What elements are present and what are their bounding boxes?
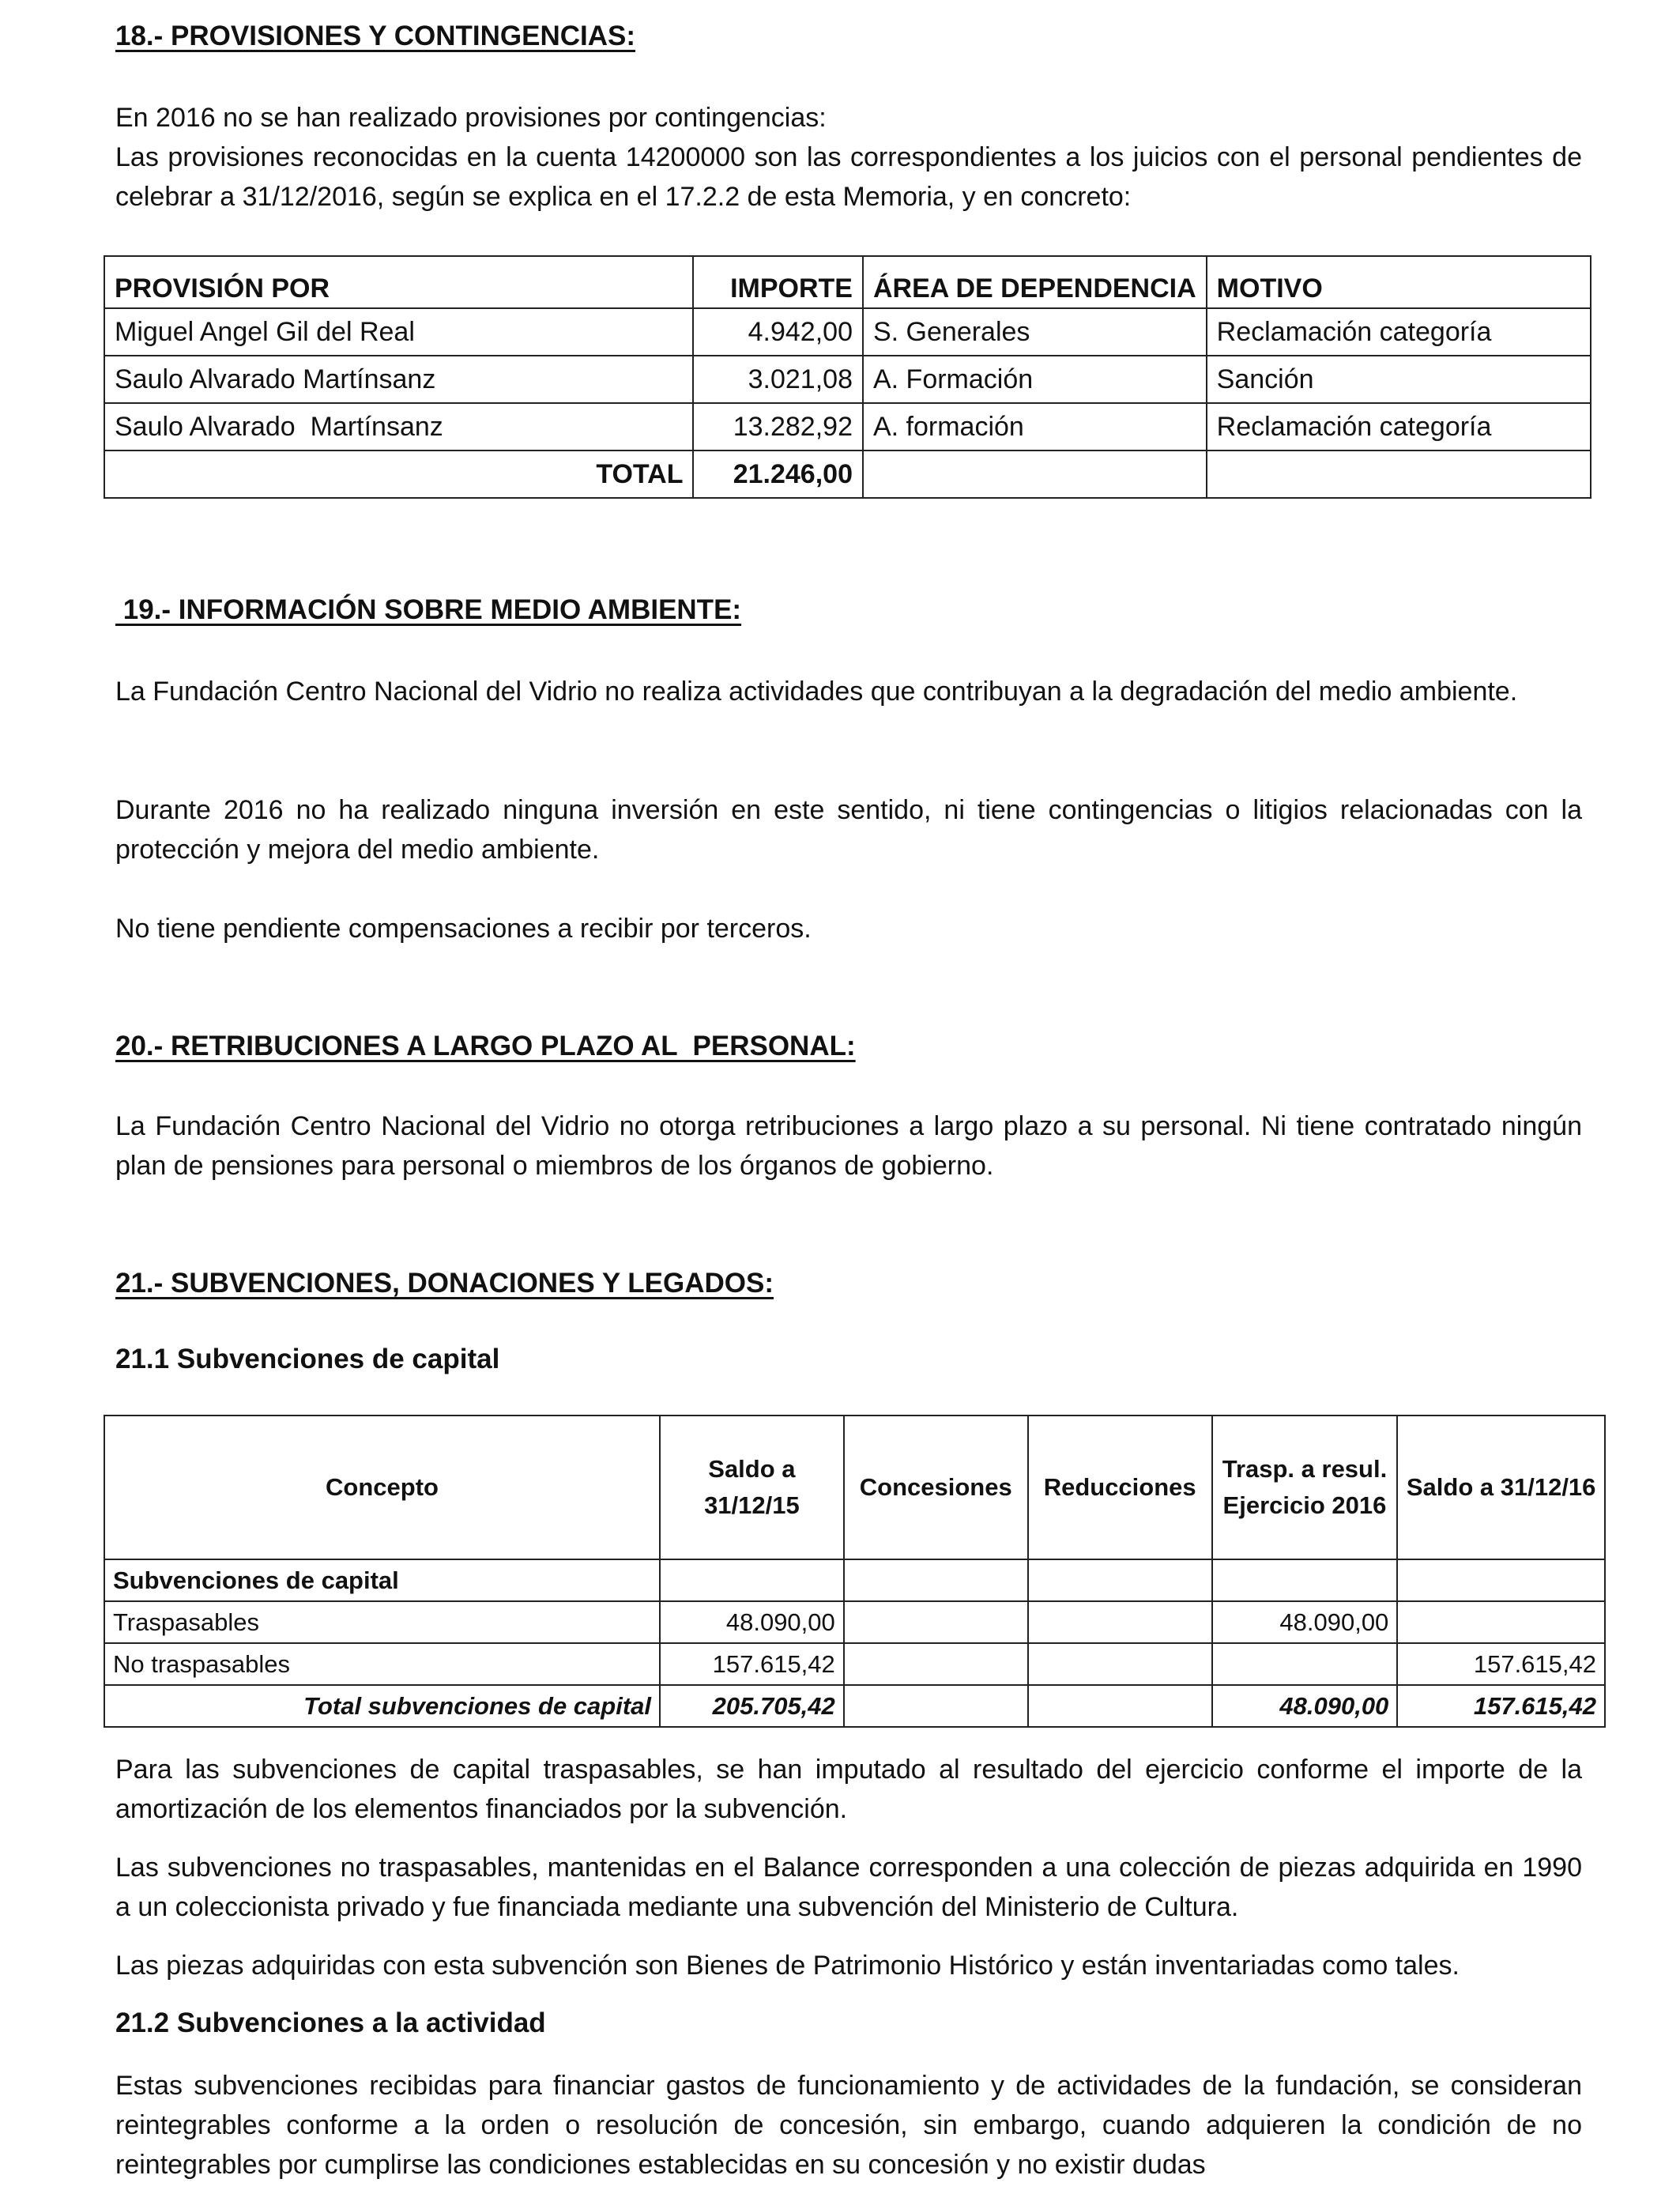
cell-concepto: Traspasables [104, 1601, 660, 1643]
cell-area: S. Generales [863, 308, 1207, 356]
total-traspaso: 48.090,00 [1212, 1685, 1398, 1727]
provisions-table [104, 255, 1591, 499]
empty-cell [844, 1559, 1028, 1601]
col-header-provision: PROVISIÓN POR [104, 256, 693, 308]
cell-concepto: No traspasables [104, 1643, 660, 1685]
provisions-table-header [104, 256, 1591, 308]
col-header-concesiones: Concesiones [844, 1416, 1028, 1559]
table-row [104, 308, 1591, 356]
cell-provision: Saulo Alvarado Martínsanz [104, 403, 693, 450]
cell-saldo-2015: 157.615,42 [660, 1643, 844, 1685]
cell-importe: 4.942,00 [693, 308, 863, 356]
cell-provision: Miguel Angel Gil del Real [104, 308, 693, 356]
cell-area: A. Formación [863, 356, 1207, 403]
section-21-heading: 21.- SUBVENCIONES, DONACIONES Y LEGADOS: [115, 1268, 774, 1299]
col-header-motivo: MOTIVO [1207, 256, 1591, 308]
empty-cell [660, 1559, 844, 1601]
table-row [104, 1601, 1605, 1643]
cell-motivo: Reclamación categoría [1207, 403, 1591, 450]
cell-traspaso: 48.090,00 [1212, 1601, 1398, 1643]
section-18-heading: 18.- PROVISIONES Y CONTINGENCIAS: [115, 21, 636, 51]
total-value: 21.246,00 [693, 450, 863, 498]
section-18-intro-line-1: En 2016 no se han realizado provisiones por contingencias: [115, 103, 827, 133]
section-19-heading: 19.- INFORMACIÓN SOBRE MEDIO AMBIENTE: [115, 594, 742, 625]
group-row [104, 1559, 1605, 1601]
section-20-para-1: La Fundación Centro Nacional del Vidrio no otorga retribuciones a largo plazo a su personal. Ni tiene contratado ningún plan de pensiones para personal o miembros de los órganos de gobierno. [115, 1111, 1582, 1181]
section-19-para-3: No tiene pendiente compensaciones a recibir por terceros. [115, 914, 812, 944]
section-21-para-2: Las subvenciones no traspasables, mantenidas en el Balance corresponden a una colección de piezas adquirida en 1990 a un coleccionista privado y fue financiada mediante una subvención del Ministerio de Cultura. [115, 1853, 1582, 1922]
group-label: Subvenciones de capital [104, 1559, 660, 1601]
col-header-traspaso: Trasp. a resul. Ejercicio 2016 [1212, 1416, 1398, 1559]
section-18-intro-line-2: Las provisiones reconocidas en la cuenta 14200000 son las correspondientes a los juicios con el personal pendientes de celebrar a 31/12/2016, según se explica en el 17.2.2 de esta Memoria, y en concreto: [115, 142, 1582, 212]
table-row [104, 356, 1591, 403]
total-row [104, 450, 1591, 498]
cell-reducciones [1028, 1601, 1212, 1643]
empty-cell [1207, 450, 1591, 498]
total-concesiones [844, 1685, 1028, 1727]
table-row [104, 403, 1591, 450]
cell-concesiones [844, 1643, 1028, 1685]
col-header-importe: IMPORTE [693, 256, 863, 308]
col-header-reducciones: Reducciones [1028, 1416, 1212, 1559]
cell-concesiones [844, 1601, 1028, 1643]
col-header-saldo-2016: Saldo a 31/12/16 [1397, 1416, 1605, 1559]
cell-provision: Saulo Alvarado Martínsanz [104, 356, 693, 403]
cell-motivo: Sanción [1207, 356, 1591, 403]
cell-saldo-2016: 157.615,42 [1397, 1643, 1605, 1685]
cell-motivo: Reclamación categoría [1207, 308, 1591, 356]
col-header-area: ÁREA DE DEPENDENCIA [863, 256, 1207, 308]
col-header-saldo-2015: Saldo a 31/12/15 [660, 1416, 844, 1559]
section-21-para-3: Las piezas adquiridas con esta subvención son Bienes de Patrimonio Histórico y están inventariadas como tales. [115, 1951, 1460, 1981]
section-21-para-4: Estas subvenciones recibidas para financiar gastos de funcionamiento y de actividades de la fundación, se consideran reintegrables conforme a la orden o resolución de concesión, sin embargo, cuando adquieren la condición de no reintegrables por cumplirse las condiciones establecidas en su concesión y no existir dudas [115, 2071, 1582, 2180]
section-20-heading: 20.- RETRIBUCIONES A LARGO PLAZO AL PERSONAL: [115, 1031, 856, 1061]
table-row [104, 1643, 1605, 1685]
capital-subsidies-table [104, 1415, 1606, 1728]
cell-saldo-2016 [1397, 1601, 1605, 1643]
empty-cell [1028, 1559, 1212, 1601]
cell-traspaso [1212, 1643, 1398, 1685]
total-label: TOTAL [104, 450, 693, 498]
section-21-2-title: 21.2 Subvenciones a la actividad [115, 2007, 546, 2038]
total-reducciones [1028, 1685, 1212, 1727]
section-19-para-1: La Fundación Centro Nacional del Vidrio no realiza actividades que contribuyan a la degradación del medio ambiente. [115, 677, 1518, 707]
section-21-1-title: 21.1 Subvenciones de capital [115, 1344, 500, 1374]
cell-saldo-2015: 48.090,00 [660, 1601, 844, 1643]
col-header-concepto: Concepto [104, 1416, 660, 1559]
empty-cell [1212, 1559, 1398, 1601]
capital-subsidies-header [104, 1416, 1605, 1559]
total-saldo-2016: 157.615,42 [1397, 1685, 1605, 1727]
cell-area: A. formación [863, 403, 1207, 450]
cell-importe: 3.021,08 [693, 356, 863, 403]
section-19-para-2: Durante 2016 no ha realizado ninguna inversión en este sentido, ni tiene contingencias o litigios relacionadas con la protección y mejora del medio ambiente. [115, 795, 1582, 865]
cell-importe: 13.282,92 [693, 403, 863, 450]
total-row [104, 1685, 1605, 1727]
cell-reducciones [1028, 1643, 1212, 1685]
empty-cell [1397, 1559, 1605, 1601]
section-21-para-1: Para las subvenciones de capital traspasables, se han imputado al resultado del ejercicio conforme el importe de la amortización de los elementos financiados por la subvención. [115, 1755, 1582, 1824]
total-label: Total subvenciones de capital [104, 1685, 660, 1727]
total-saldo-2015: 205.705,42 [660, 1685, 844, 1727]
empty-cell [863, 450, 1207, 498]
